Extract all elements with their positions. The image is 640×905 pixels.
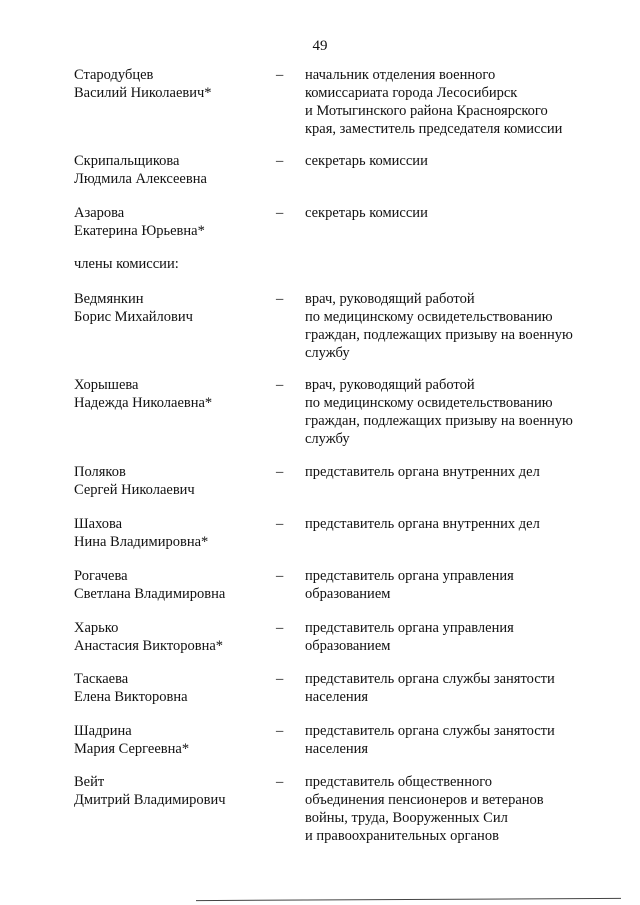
surname: Ведмянкин xyxy=(74,291,144,307)
role-line: населения xyxy=(305,689,369,705)
role-line: и Мотыгинского района Красноярского xyxy=(305,103,548,119)
surname: Рогачева xyxy=(74,568,128,584)
surname: Поляков xyxy=(74,464,126,480)
footer-rule xyxy=(196,898,621,901)
dash: – xyxy=(276,568,284,584)
member-name xyxy=(74,66,274,102)
surname: Хорышева xyxy=(74,377,139,393)
role-line: населения xyxy=(305,741,369,757)
dash: – xyxy=(276,464,284,480)
section-label: члены комиссии: xyxy=(74,256,179,272)
role-line: образованием xyxy=(305,638,391,654)
role-line: секретарь комиссии xyxy=(305,205,428,221)
member-role xyxy=(305,463,605,481)
role-line: края, заместитель председателя комиссии xyxy=(305,121,563,137)
member-name xyxy=(74,290,274,326)
given-names: Анастасия Викторовна* xyxy=(74,638,224,654)
member-name xyxy=(74,619,274,655)
role-line: по медицинскому освидетельствованию xyxy=(305,309,553,325)
role-line: объединения пенсионеров и ветеранов xyxy=(305,792,544,808)
role-line: представитель общественного xyxy=(305,774,493,790)
given-names: Надежда Николаевна* xyxy=(74,395,213,411)
member-name xyxy=(74,204,274,240)
dash: – xyxy=(276,723,284,739)
role-line: комиссариата города Лесосибирск xyxy=(305,85,518,101)
dash: – xyxy=(276,377,284,393)
dash: – xyxy=(276,620,284,636)
member-name xyxy=(74,515,274,551)
role-line: представитель органа управления xyxy=(305,620,514,636)
role-line: представитель органа внутренних дел xyxy=(305,516,540,532)
given-names: Дмитрий Владимирович xyxy=(74,792,226,808)
dash: – xyxy=(276,67,284,83)
role-line: представитель органа управления xyxy=(305,568,514,584)
given-names: Екатерина Юрьевна* xyxy=(74,223,205,239)
member-role xyxy=(305,204,605,222)
member-name xyxy=(74,722,274,758)
surname: Скрипальщикова xyxy=(74,153,180,169)
role-line: представитель органа внутренних дел xyxy=(305,464,540,480)
member-role xyxy=(305,567,605,603)
given-names: Елена Викторовна xyxy=(74,689,188,705)
surname: Стародубцев xyxy=(74,67,154,83)
member-role xyxy=(305,66,605,138)
member-name xyxy=(74,463,274,499)
given-names: Сергей Николаевич xyxy=(74,482,195,498)
given-names: Мария Сергеевна* xyxy=(74,741,190,757)
member-name xyxy=(74,567,274,603)
role-line: представитель органа службы занятости xyxy=(305,723,555,739)
role-line: секретарь комиссии xyxy=(305,153,428,169)
member-name xyxy=(74,670,274,706)
given-names: Борис Михайлович xyxy=(74,309,193,325)
role-line: войны, труда, Вооруженных Сил xyxy=(305,810,508,826)
surname: Шадрина xyxy=(74,723,132,739)
member-name xyxy=(74,152,274,188)
member-name xyxy=(74,773,274,809)
surname: Азарова xyxy=(74,205,125,221)
member-role xyxy=(305,376,605,448)
given-names: Василий Николаевич* xyxy=(74,85,212,101)
given-names: Нина Владимировна* xyxy=(74,534,209,550)
dash: – xyxy=(276,205,284,221)
surname: Харько xyxy=(74,620,119,636)
member-role xyxy=(305,152,605,170)
member-role xyxy=(305,722,605,758)
role-line: службу xyxy=(305,345,350,361)
dash: – xyxy=(276,516,284,532)
role-line: граждан, подлежащих призыву на военную xyxy=(305,413,573,429)
member-role xyxy=(305,670,605,706)
role-line: врач, руководящий работой xyxy=(305,291,475,307)
surname: Шахова xyxy=(74,516,123,532)
dash: – xyxy=(276,774,284,790)
role-line: по медицинскому освидетельствованию xyxy=(305,395,553,411)
member-name xyxy=(74,376,274,412)
role-line: начальник отделения военного xyxy=(305,67,496,83)
surname: Таскаева xyxy=(74,671,129,687)
dash: – xyxy=(276,671,284,687)
member-role xyxy=(305,515,605,533)
role-line: и правоохранительных органов xyxy=(305,828,499,844)
member-role xyxy=(305,619,605,655)
page-number: 49 xyxy=(312,38,328,54)
role-line: представитель органа службы занятости xyxy=(305,671,555,687)
role-line: врач, руководящий работой xyxy=(305,377,475,393)
surname: Вейт xyxy=(74,774,105,790)
dash: – xyxy=(276,291,284,307)
given-names: Людмила Алексеевна xyxy=(74,171,207,187)
role-line: граждан, подлежащих призыву на военную xyxy=(305,327,573,343)
member-role xyxy=(305,773,605,845)
role-line: службу xyxy=(305,431,350,447)
dash: – xyxy=(276,153,284,169)
role-line: образованием xyxy=(305,586,391,602)
member-role xyxy=(305,290,605,362)
given-names: Светлана Владимировна xyxy=(74,586,226,602)
